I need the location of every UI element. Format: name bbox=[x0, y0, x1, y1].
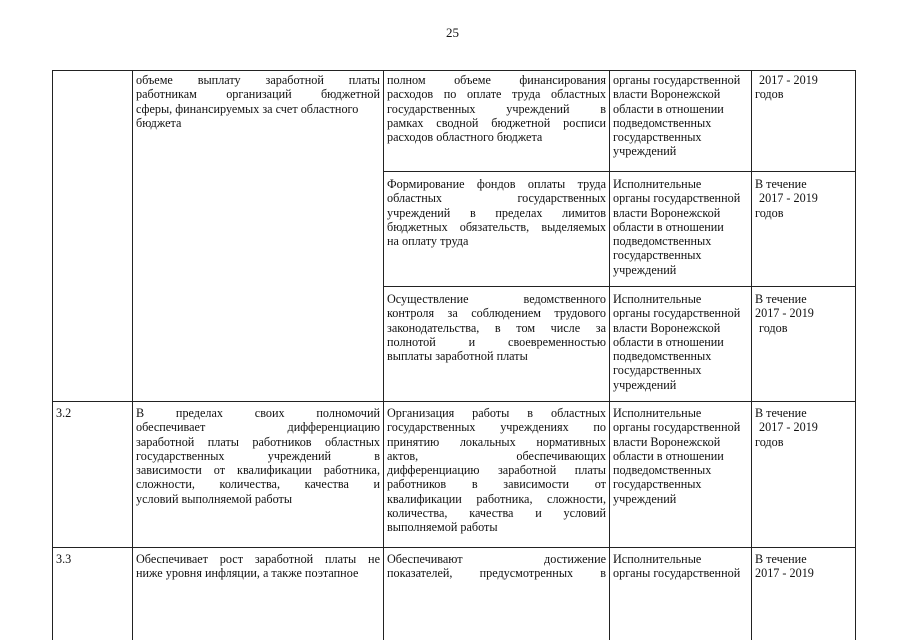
cell-line: принятию локальных нормативных bbox=[387, 434, 606, 449]
cell-line: количества, качества и условий bbox=[387, 506, 606, 521]
cell-line: В течение bbox=[755, 552, 807, 566]
cell-line: власти Воронежской bbox=[613, 434, 721, 449]
cell-line: работников в зависимости от bbox=[387, 477, 606, 492]
row-1-term-3 bbox=[755, 292, 853, 335]
cell-line: учреждений bbox=[613, 262, 677, 277]
cell-line: годов bbox=[755, 434, 784, 449]
cell-line: расходов областного бюджета bbox=[387, 130, 543, 145]
cell-line: 2017 - 2019 bbox=[759, 73, 818, 87]
cell-line: заработной платы работников областных bbox=[136, 434, 380, 449]
cell-line: Исполнительные bbox=[613, 292, 702, 306]
row-2-measure bbox=[387, 406, 606, 535]
cell-line: годов bbox=[759, 320, 788, 335]
table-border bbox=[383, 70, 384, 640]
cell-line: расходов по оплате труда областных bbox=[387, 87, 606, 102]
table-border bbox=[383, 171, 856, 172]
row-1-term-1 bbox=[755, 73, 853, 102]
row-2-executor bbox=[613, 406, 749, 506]
cell-line: учреждений bbox=[613, 144, 677, 159]
cell-line: органы государственной bbox=[613, 306, 741, 321]
cell-line: Организация работы в областных bbox=[387, 406, 606, 420]
table-border bbox=[383, 286, 856, 287]
row-1-term-2 bbox=[755, 177, 853, 220]
table-border bbox=[609, 70, 610, 640]
cell-line: государственных bbox=[613, 130, 702, 145]
cell-line: Формирование фондов оплаты труда bbox=[387, 177, 606, 191]
cell-line: квалификации работника, сложности, bbox=[387, 491, 606, 506]
cell-line: работникам организаций бюджетной bbox=[136, 87, 380, 102]
cell-line: Исполнительные bbox=[613, 177, 702, 191]
cell-line: области в отношении bbox=[613, 101, 724, 116]
cell-line: на оплату труда bbox=[387, 234, 469, 249]
cell-line: подведомственных bbox=[613, 234, 712, 249]
table-border bbox=[132, 70, 133, 640]
row-1-executor-2 bbox=[613, 177, 749, 277]
cell-line: объеме выплату заработной платы bbox=[136, 73, 380, 87]
cell-line: условий выполняемой работы bbox=[136, 491, 293, 506]
cell-line: выполняемой работы bbox=[387, 520, 498, 535]
table-border bbox=[751, 70, 752, 640]
cell-line: учреждений в пределах лимитов bbox=[387, 205, 606, 220]
cell-line: В течение bbox=[755, 292, 807, 306]
cell-line: 3.2 bbox=[56, 406, 72, 420]
cell-line: 2017 - 2019 bbox=[755, 306, 814, 321]
cell-line: бюджета bbox=[136, 115, 182, 130]
cell-line: выплаты заработной платы bbox=[387, 349, 528, 364]
cell-line: 2017 - 2019 bbox=[759, 191, 818, 206]
cell-line: сложности, количества, качества и bbox=[136, 477, 380, 492]
cell-line: актов, обеспечивающих bbox=[387, 448, 606, 463]
cell-line: органы государственной bbox=[613, 73, 741, 87]
cell-line: зависимости от квалификации работника, bbox=[136, 463, 380, 478]
cell-line: сферы, финансируемых за счет областного bbox=[136, 101, 359, 116]
cell-line: подведомственных bbox=[613, 463, 712, 478]
row-1-executor-3 bbox=[613, 292, 749, 392]
cell-line: В пределах своих полномочий bbox=[136, 406, 380, 420]
cell-line: рамках сводной бюджетной росписи bbox=[387, 115, 606, 130]
cell-line: бюджетных обязательств, выделяемых bbox=[387, 219, 606, 234]
cell-line: Обеспечивает рост заработной платы не bbox=[136, 552, 380, 566]
row-1-measure-3 bbox=[387, 292, 606, 363]
row-2-number bbox=[56, 406, 128, 420]
cell-line: органы государственной bbox=[613, 566, 741, 581]
table-border bbox=[52, 70, 856, 71]
cell-line: Исполнительные bbox=[613, 552, 702, 566]
cell-line: подведомственных bbox=[613, 349, 712, 364]
cell-line: власти Воронежской bbox=[613, 320, 721, 335]
cell-line: области в отношении bbox=[613, 219, 724, 234]
cell-line: подведомственных bbox=[613, 115, 712, 130]
cell-line: власти Воронежской bbox=[613, 205, 721, 220]
cell-line: ниже уровня инфляции, а также поэтапное bbox=[136, 566, 359, 581]
measures-table bbox=[52, 70, 856, 640]
cell-line: власти Воронежской bbox=[613, 87, 721, 102]
cell-line: контроля за соблюдением трудового bbox=[387, 306, 606, 321]
table-border bbox=[52, 70, 53, 640]
cell-line: 2017 - 2019 bbox=[755, 566, 814, 581]
cell-line: полнотой и своевременностью bbox=[387, 334, 606, 349]
cell-line: показателей, предусмотренных в bbox=[387, 566, 606, 581]
row-1-task bbox=[136, 73, 380, 130]
cell-line: В течение bbox=[755, 177, 807, 191]
cell-line: 2017 - 2019 bbox=[759, 420, 818, 435]
row-3-executor bbox=[613, 552, 749, 581]
cell-line: годов bbox=[755, 205, 784, 220]
page-number: 25 bbox=[446, 25, 459, 40]
cell-line: органы государственной bbox=[613, 420, 741, 435]
cell-line: государственных bbox=[613, 248, 702, 263]
cell-line: области в отношении bbox=[613, 334, 724, 349]
cell-line: Осуществление ведомственного bbox=[387, 292, 606, 306]
row-1-executor-1 bbox=[613, 73, 749, 159]
table-border bbox=[855, 70, 856, 640]
cell-line: обеспечивает дифференциацию bbox=[136, 420, 380, 435]
cell-line: государственных учреждениях по bbox=[387, 420, 606, 435]
cell-line: В течение bbox=[755, 406, 807, 420]
cell-line: государственных учреждений в bbox=[136, 448, 380, 463]
cell-line: учреждений bbox=[613, 491, 677, 506]
table-border bbox=[52, 401, 856, 402]
cell-line: 3.3 bbox=[56, 552, 72, 566]
cell-line: области в отношении bbox=[613, 448, 724, 463]
table-border bbox=[52, 547, 856, 548]
cell-line: Обеспечивают достижение bbox=[387, 552, 606, 566]
cell-line: государственных bbox=[613, 477, 702, 492]
cell-line: законодательства, в том числе за bbox=[387, 320, 606, 335]
cell-line: учреждений bbox=[613, 377, 677, 392]
cell-line: годов bbox=[755, 87, 784, 102]
cell-line: полном объеме финансирования bbox=[387, 73, 606, 87]
cell-line: государственных bbox=[613, 363, 702, 378]
cell-line: областных государственных bbox=[387, 191, 606, 206]
row-3-term bbox=[755, 552, 853, 581]
row-3-number bbox=[56, 552, 128, 566]
cell-line: дифференциацию заработной платы bbox=[387, 463, 606, 478]
row-2-task bbox=[136, 406, 380, 506]
cell-line: Исполнительные bbox=[613, 406, 702, 420]
cell-line: государственных учреждений в bbox=[387, 101, 606, 116]
row-3-task bbox=[136, 552, 380, 581]
row-1-measure-2 bbox=[387, 177, 606, 248]
row-3-measure bbox=[387, 552, 606, 581]
cell-line: органы государственной bbox=[613, 191, 741, 206]
row-2-term bbox=[755, 406, 853, 449]
row-1-measure-1 bbox=[387, 73, 606, 144]
